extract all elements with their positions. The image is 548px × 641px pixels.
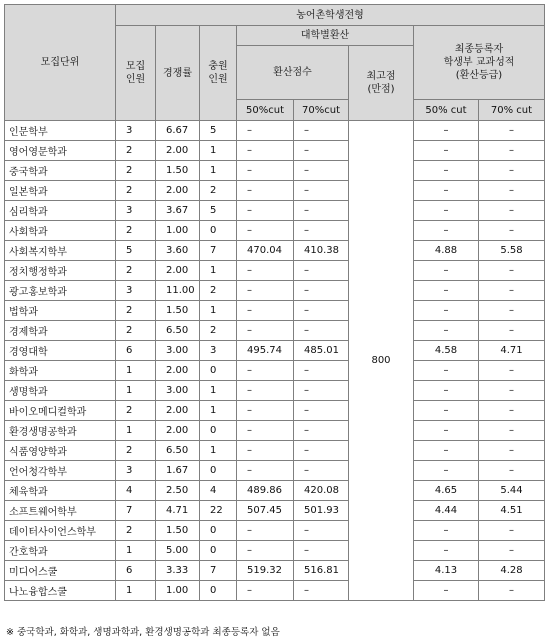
cell-ratio: 2.00 [156, 401, 200, 421]
cell-department: 사회학과 [5, 221, 116, 241]
cell-grade-cut70: – [479, 521, 545, 541]
cell-extra: 7 [200, 241, 237, 261]
cell-grade-cut70: – [479, 421, 545, 441]
cell-grade-cut50: 4.58 [414, 341, 479, 361]
cell-grade-cut50: – [414, 581, 479, 601]
cell-quota: 2 [116, 181, 156, 201]
cell-score-cut50: 495.74 [237, 341, 294, 361]
cell-ratio: 3.67 [156, 201, 200, 221]
header-ratio: 경쟁률 [156, 26, 200, 121]
cell-score-cut70: – [294, 301, 349, 321]
cell-score-cut70: 501.93 [294, 501, 349, 521]
cell-quota: 2 [116, 301, 156, 321]
cell-ratio: 2.00 [156, 421, 200, 441]
cell-ratio: 6.67 [156, 121, 200, 141]
cell-extra: 2 [200, 181, 237, 201]
cell-extra: 0 [200, 581, 237, 601]
cell-department: 법학과 [5, 301, 116, 321]
cell-score-cut50: – [237, 261, 294, 281]
cell-grade-cut70: – [479, 461, 545, 481]
header-group: 농어촌학생전형 [116, 5, 545, 26]
cell-grade-cut70: – [479, 321, 545, 341]
table-row [5, 401, 545, 421]
cell-quota: 3 [116, 121, 156, 141]
cell-quota: 4 [116, 481, 156, 501]
cell-ratio: 3.00 [156, 381, 200, 401]
cell-extra: 1 [200, 301, 237, 321]
cell-grade-cut70: 4.51 [479, 501, 545, 521]
table-row [5, 121, 545, 141]
cell-grade-cut50: – [414, 161, 479, 181]
cell-quota: 2 [116, 141, 156, 161]
cell-extra: 1 [200, 381, 237, 401]
cell-quota: 5 [116, 241, 156, 261]
cell-grade-cut70: – [479, 221, 545, 241]
table-row [5, 521, 545, 541]
cell-score-cut50: – [237, 441, 294, 461]
cell-extra: 0 [200, 541, 237, 561]
table-row [5, 341, 545, 361]
cell-ratio: 1.67 [156, 461, 200, 481]
cell-extra: 7 [200, 561, 237, 581]
cell-score-cut70: – [294, 181, 349, 201]
cell-ratio: 6.50 [156, 321, 200, 341]
cell-score-cut70: – [294, 361, 349, 381]
cell-department: 소프트웨어학부 [5, 501, 116, 521]
cell-ratio: 2.00 [156, 361, 200, 381]
cell-quota: 1 [116, 421, 156, 441]
cell-ratio: 2.00 [156, 261, 200, 281]
cell-score-cut70: – [294, 541, 349, 561]
cell-score-cut70: – [294, 161, 349, 181]
cell-score-cut50: – [237, 401, 294, 421]
cell-extra: 1 [200, 141, 237, 161]
cell-score-cut70: 516.81 [294, 561, 349, 581]
table-row [5, 161, 545, 181]
cell-score-cut50: – [237, 581, 294, 601]
cell-quota: 2 [116, 261, 156, 281]
table-row [5, 501, 545, 521]
cell-extra: 2 [200, 321, 237, 341]
cell-ratio: 2.00 [156, 141, 200, 161]
cell-grade-cut70: – [479, 141, 545, 161]
header-final-registrant: 최종등록자 학생부 교과성적 (환산등급) [414, 26, 545, 100]
header-score-cut70: 70%cut [294, 100, 349, 121]
cell-department: 화학과 [5, 361, 116, 381]
cell-ratio: 3.60 [156, 241, 200, 261]
cell-ratio: 1.50 [156, 301, 200, 321]
cell-extra: 0 [200, 521, 237, 541]
cell-grade-cut50: 4.44 [414, 501, 479, 521]
cell-score-cut50: – [237, 461, 294, 481]
cell-score-cut50: 489.86 [237, 481, 294, 501]
header-quota: 모집 인원 [116, 26, 156, 121]
cell-quota: 6 [116, 561, 156, 581]
table-row [5, 301, 545, 321]
cell-department: 바이오메디컬학과 [5, 401, 116, 421]
table-row [5, 261, 545, 281]
cell-score-cut70: – [294, 121, 349, 141]
cell-quota: 3 [116, 201, 156, 221]
table-row [5, 421, 545, 441]
table-row [5, 581, 545, 601]
cell-grade-cut50: – [414, 281, 479, 301]
table-row [5, 141, 545, 161]
cell-grade-cut50: – [414, 401, 479, 421]
header-conv-score: 환산점수 [237, 46, 349, 100]
cell-score-cut50: – [237, 121, 294, 141]
cell-extra: 0 [200, 461, 237, 481]
cell-grade-cut50: 4.88 [414, 241, 479, 261]
table-row [5, 561, 545, 581]
cell-department: 간호학과 [5, 541, 116, 561]
cell-grade-cut70: – [479, 201, 545, 221]
cell-quota: 2 [116, 161, 156, 181]
cell-department: 일본학과 [5, 181, 116, 201]
cell-score-cut70: – [294, 201, 349, 221]
cell-grade-cut70: – [479, 381, 545, 401]
cell-score-cut70: 410.38 [294, 241, 349, 261]
table-row [5, 361, 545, 381]
cell-grade-cut50: – [414, 521, 479, 541]
cell-ratio: 6.50 [156, 441, 200, 461]
cell-score-cut50: – [237, 181, 294, 201]
cell-grade-cut50: – [414, 201, 479, 221]
cell-department: 영어영문학과 [5, 141, 116, 161]
cell-ratio: 1.00 [156, 221, 200, 241]
cell-quota: 3 [116, 281, 156, 301]
cell-quota: 6 [116, 341, 156, 361]
cell-grade-cut50: – [414, 261, 479, 281]
cell-quota: 7 [116, 501, 156, 521]
cell-extra: 1 [200, 261, 237, 281]
cell-grade-cut50: 4.13 [414, 561, 479, 581]
cell-grade-cut50: – [414, 121, 479, 141]
table-row [5, 381, 545, 401]
cell-score-cut70: – [294, 441, 349, 461]
cell-ratio: 11.00 [156, 281, 200, 301]
cell-grade-cut70: 4.71 [479, 341, 545, 361]
cell-grade-cut50: – [414, 441, 479, 461]
cell-ratio: 1.50 [156, 521, 200, 541]
cell-score-cut50: – [237, 421, 294, 441]
cell-department: 광고홍보학과 [5, 281, 116, 301]
cell-grade-cut70: – [479, 441, 545, 461]
cell-ratio: 1.50 [156, 161, 200, 181]
cell-score-cut70: – [294, 281, 349, 301]
header-grade-cut50: 50% cut [414, 100, 479, 121]
cell-score-cut70: – [294, 581, 349, 601]
cell-department: 경영대학 [5, 341, 116, 361]
cell-ratio: 5.00 [156, 541, 200, 561]
cell-grade-cut70: – [479, 301, 545, 321]
cell-score-cut70: 485.01 [294, 341, 349, 361]
cell-department: 데이터사이언스학부 [5, 521, 116, 541]
header-unit: 모집단위 [5, 5, 116, 121]
cell-score-cut70: – [294, 401, 349, 421]
cell-ratio: 2.00 [156, 181, 200, 201]
cell-grade-cut50: – [414, 181, 479, 201]
cell-grade-cut50: – [414, 421, 479, 441]
cell-quota: 2 [116, 401, 156, 421]
cell-grade-cut70: – [479, 261, 545, 281]
cell-score-cut50: 519.32 [237, 561, 294, 581]
cell-grade-cut50: – [414, 461, 479, 481]
table-row [5, 481, 545, 501]
cell-quota: 2 [116, 221, 156, 241]
cell-extra: 1 [200, 161, 237, 181]
cell-grade-cut70: – [479, 361, 545, 381]
table-row [5, 281, 545, 301]
cell-grade-cut70: – [479, 121, 545, 141]
cell-ratio: 3.33 [156, 561, 200, 581]
cell-department: 심리학과 [5, 201, 116, 221]
cell-department: 중국학과 [5, 161, 116, 181]
cell-score-cut50: – [237, 541, 294, 561]
cell-score-cut70: – [294, 261, 349, 281]
cell-ratio: 3.00 [156, 341, 200, 361]
cell-quota: 2 [116, 521, 156, 541]
cell-ratio: 1.00 [156, 581, 200, 601]
cell-score-cut70: – [294, 221, 349, 241]
cell-score-cut70: – [294, 521, 349, 541]
cell-extra: 2 [200, 281, 237, 301]
cell-grade-cut70: – [479, 581, 545, 601]
cell-quota: 1 [116, 361, 156, 381]
table-row [5, 181, 545, 201]
table-row [5, 541, 545, 561]
cell-grade-cut50: – [414, 321, 479, 341]
cell-score-cut50: – [237, 381, 294, 401]
cell-extra: 0 [200, 361, 237, 381]
cell-score-cut50: – [237, 521, 294, 541]
cell-grade-cut50: – [414, 541, 479, 561]
cell-grade-cut70: – [479, 161, 545, 181]
header-score-cut50: 50%cut [237, 100, 294, 121]
header-grade-cut70: 70% cut [479, 100, 545, 121]
table-row [5, 221, 545, 241]
cell-grade-cut70: 4.28 [479, 561, 545, 581]
cell-extra: 5 [200, 201, 237, 221]
cell-grade-cut70: 5.44 [479, 481, 545, 501]
cell-extra: 3 [200, 341, 237, 361]
cell-score-cut70: – [294, 381, 349, 401]
cell-quota: 3 [116, 461, 156, 481]
cell-quota: 1 [116, 381, 156, 401]
cell-score-cut70: – [294, 141, 349, 161]
cell-score-cut70: 420.08 [294, 481, 349, 501]
cell-score-cut50: – [237, 141, 294, 161]
cell-ratio: 4.71 [156, 501, 200, 521]
cell-extra: 4 [200, 481, 237, 501]
cell-department: 언어청각학부 [5, 461, 116, 481]
cell-grade-cut50: 4.65 [414, 481, 479, 501]
cell-quota: 1 [116, 541, 156, 561]
cell-score-cut50: – [237, 201, 294, 221]
cell-score-cut50: – [237, 321, 294, 341]
table-row [5, 321, 545, 341]
cell-department: 경제학과 [5, 321, 116, 341]
cell-extra: 22 [200, 501, 237, 521]
cell-score-cut50: 470.04 [237, 241, 294, 261]
cell-grade-cut70: – [479, 541, 545, 561]
cell-department: 체육학과 [5, 481, 116, 501]
cell-department: 사회복지학부 [5, 241, 116, 261]
cell-grade-cut50: – [414, 361, 479, 381]
cell-department: 식품영양학과 [5, 441, 116, 461]
table-row [5, 441, 545, 461]
cell-extra: 5 [200, 121, 237, 141]
table-row [5, 241, 545, 261]
cell-score-cut50: – [237, 361, 294, 381]
cell-grade-cut50: – [414, 381, 479, 401]
cell-quota: 1 [116, 581, 156, 601]
cell-score-cut50: – [237, 221, 294, 241]
cell-grade-cut70: – [479, 281, 545, 301]
cell-score-cut50: – [237, 161, 294, 181]
cell-department: 정치행정학과 [5, 261, 116, 281]
cell-score-cut50: – [237, 301, 294, 321]
footnote: ※ 중국학과, 화학과, 생명과학과, 환경생명공학과 최종등록자 없음 [6, 627, 280, 638]
cell-extra: 0 [200, 221, 237, 241]
cell-department: 나노융합스쿨 [5, 581, 116, 601]
cell-quota: 2 [116, 441, 156, 461]
cell-grade-cut50: – [414, 141, 479, 161]
table-row [5, 461, 545, 481]
admissions-table [4, 4, 545, 601]
cell-department: 미디어스쿨 [5, 561, 116, 581]
cell-max-score: 800 [349, 121, 414, 601]
cell-extra: 0 [200, 421, 237, 441]
cell-grade-cut50: – [414, 221, 479, 241]
header-univ-conversion: 대학별환산 [237, 26, 414, 46]
cell-quota: 2 [116, 321, 156, 341]
header-extra: 충원 인원 [200, 26, 237, 121]
cell-score-cut50: – [237, 281, 294, 301]
cell-score-cut70: – [294, 461, 349, 481]
cell-ratio: 2.50 [156, 481, 200, 501]
table-body [5, 121, 545, 601]
table-row [5, 201, 545, 221]
cell-department: 환경생명공학과 [5, 421, 116, 441]
cell-extra: 1 [200, 441, 237, 461]
cell-score-cut70: – [294, 421, 349, 441]
cell-department: 생명학과 [5, 381, 116, 401]
cell-score-cut50: 507.45 [237, 501, 294, 521]
cell-grade-cut70: – [479, 181, 545, 201]
cell-score-cut70: – [294, 321, 349, 341]
cell-grade-cut70: 5.58 [479, 241, 545, 261]
header-max-score: 최고점 (만점) [349, 46, 414, 121]
cell-department: 인문학부 [5, 121, 116, 141]
cell-grade-cut50: – [414, 301, 479, 321]
cell-grade-cut70: – [479, 401, 545, 421]
cell-extra: 1 [200, 401, 237, 421]
